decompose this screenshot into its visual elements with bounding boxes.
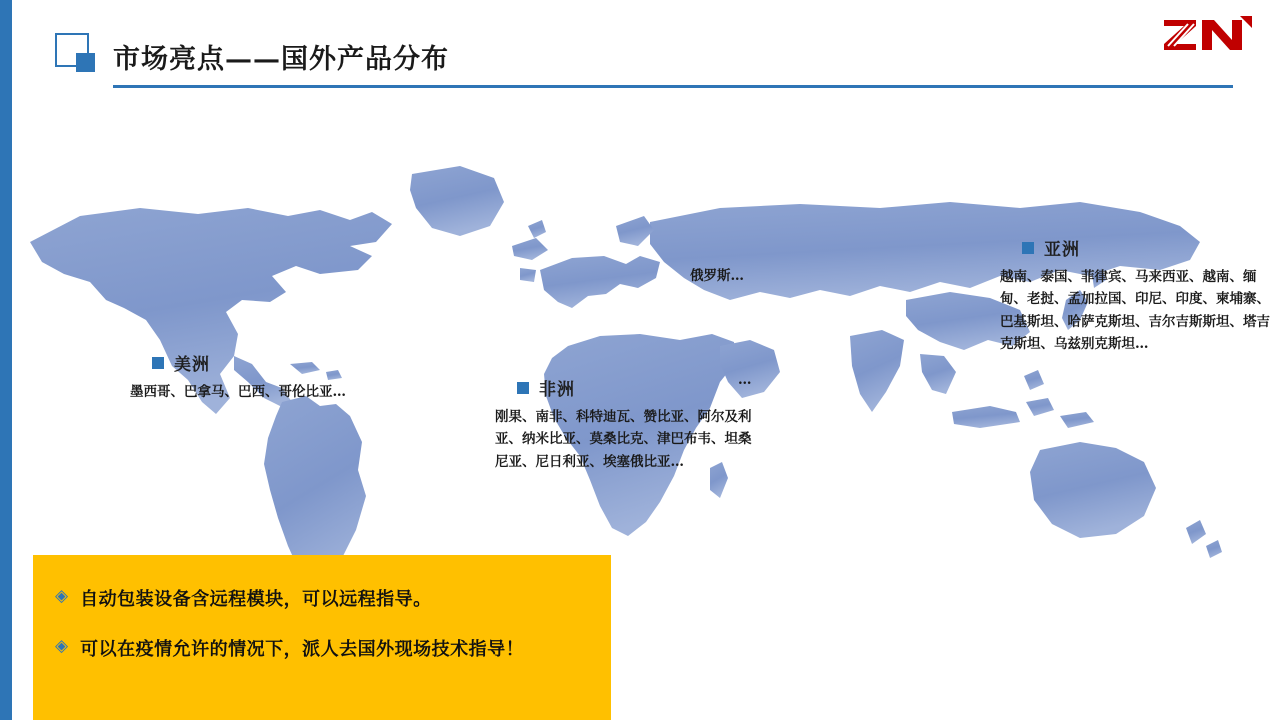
bullet-square-icon (152, 357, 164, 369)
callout-text: 自动包装设备含远程模块，可以远程指导。 (80, 589, 432, 610)
bullet-square-icon (517, 382, 529, 394)
square-filled-icon (76, 53, 95, 72)
region-africa-countries: 刚果、南非、科特迪瓦、赞比亚、阿尔及利亚、纳米比亚、莫桑比克、津巴布韦、坦桑尼亚、尼日利亚、埃塞俄比亚… (495, 409, 752, 470)
left-accent-bar (0, 0, 12, 720)
region-africa-header (517, 375, 755, 400)
title-divider (113, 85, 1233, 88)
callout-box (33, 555, 611, 720)
region-americas-countries: 墨西哥、巴拿马、巴西、哥伦比亚… (130, 384, 346, 400)
bullet-square-icon (1022, 242, 1034, 254)
callout-item (33, 573, 611, 623)
region-americas-name: 美洲 (174, 355, 210, 375)
title-decoration (55, 33, 105, 71)
region-asia-header (1022, 235, 1280, 260)
region-asia-name: 亚洲 (1044, 240, 1080, 260)
region-americas (130, 350, 450, 403)
company-logo (1162, 14, 1252, 56)
region-africa (495, 375, 755, 473)
diamond-bullet-icon: ◈ (55, 636, 69, 655)
region-asia-countries: 越南、泰国、菲律宾、马来西亚、越南、缅甸、老挝、孟加拉国、印尼、印度、柬埔寨、巴基斯坦、哈萨克斯坦、吉尔吉斯斯坦、塔吉克斯坦、乌兹别克斯坦… (1000, 269, 1270, 352)
region-asia (1000, 235, 1280, 355)
callout-item (33, 623, 611, 673)
region-africa-name: 非洲 (539, 380, 575, 400)
label-ellipsis: … (738, 372, 752, 388)
page-title: 市场亮点——国外产品分布 (113, 44, 449, 75)
diamond-bullet-icon: ◈ (55, 586, 69, 605)
region-americas-header (152, 350, 450, 375)
callout-text: 可以在疫情允许的情况下，派人去国外现场技术指导！ (80, 639, 525, 660)
label-russia: 俄罗斯… (690, 268, 744, 284)
